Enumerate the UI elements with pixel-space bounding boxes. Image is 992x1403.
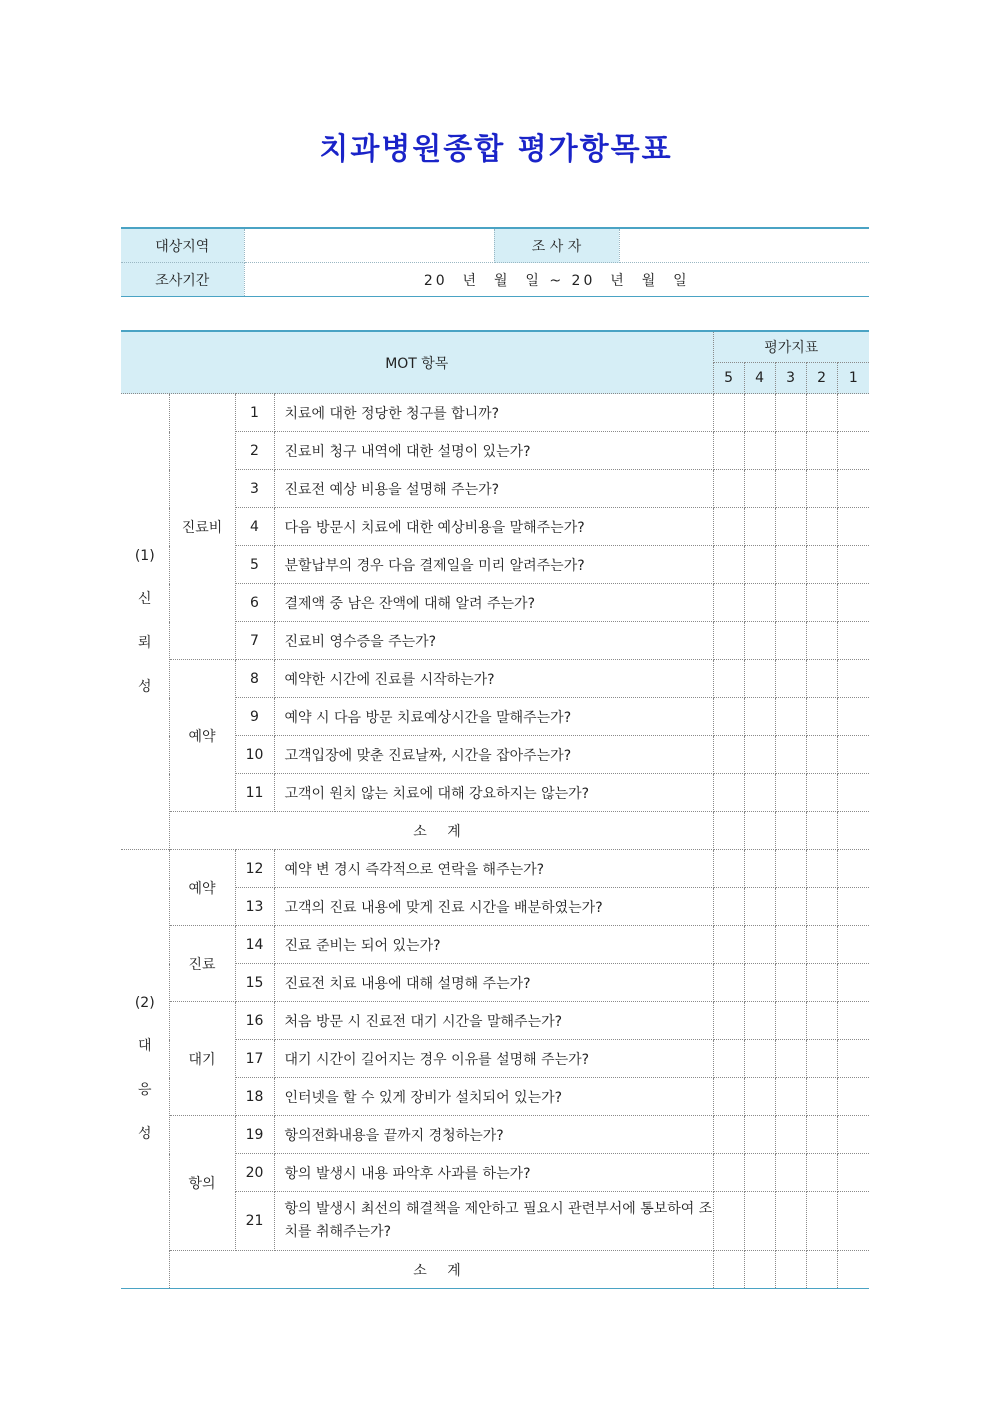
score-cell-5[interactable] (713, 1078, 744, 1116)
item-question: 항의전화내용을 끝까지 경청하는가? (274, 1116, 713, 1154)
score-cell-3[interactable] (775, 1002, 806, 1040)
score-cell-3[interactable] (775, 660, 806, 698)
score-cell-4[interactable] (744, 584, 775, 622)
item-number: 16 (235, 1002, 274, 1040)
score-cell-1[interactable] (837, 888, 869, 926)
item-number: 14 (235, 926, 274, 964)
table-row (121, 394, 869, 432)
score-cell-1[interactable] (837, 546, 869, 584)
item-number: 4 (235, 508, 274, 546)
score-cell-5[interactable] (713, 432, 744, 470)
score-cell-1[interactable] (837, 1040, 869, 1078)
subtotal-score-cell[interactable] (775, 1251, 806, 1289)
item-question: 고객이 원치 않는 치료에 대해 강요하지는 않는가? (274, 774, 713, 812)
scale-3: 3 (775, 363, 806, 394)
score-cell-2[interactable] (806, 1040, 837, 1078)
subtotal-score-cell[interactable] (837, 1251, 869, 1289)
item-question: 진료비 청구 내역에 대한 설명이 있는가? (274, 432, 713, 470)
score-cell-1[interactable] (837, 1154, 869, 1192)
item-number: 13 (235, 888, 274, 926)
subtotal-row (121, 1251, 869, 1289)
score-cell-2[interactable] (806, 470, 837, 508)
group-label: 대기 (169, 1002, 235, 1116)
subtotal-score-cell[interactable] (775, 812, 806, 850)
subtotal-score-cell[interactable] (744, 1251, 775, 1289)
info-table (121, 227, 869, 297)
page-title: 치과병원종합 평가항목표 (319, 132, 673, 167)
score-cell-5[interactable] (713, 926, 744, 964)
item-question: 진료비 영수증을 주는가? (274, 622, 713, 660)
item-question: 진료전 치료 내용에 대해 설명해 주는가? (274, 964, 713, 1002)
item-number: 19 (235, 1116, 274, 1154)
region-label: 대상지역 (121, 228, 244, 263)
item-question: 예약 변 경시 즉각적으로 연락을 해주는가? (274, 850, 713, 888)
score-cell-3[interactable] (775, 622, 806, 660)
score-cell-2[interactable] (806, 394, 837, 432)
item-number: 12 (235, 850, 274, 888)
item-question: 항의 발생시 내용 파악후 사과를 하는가? (274, 1154, 713, 1192)
score-cell-4[interactable] (744, 394, 775, 432)
item-number: 11 (235, 774, 274, 812)
score-cell-2[interactable] (806, 698, 837, 736)
scale-5: 5 (713, 363, 744, 394)
item-question: 치료에 대한 정당한 청구를 합니까? (274, 394, 713, 432)
score-cell-3[interactable] (775, 584, 806, 622)
score-cell-1[interactable] (837, 584, 869, 622)
score-cell-4[interactable] (744, 1154, 775, 1192)
item-question: 항의 발생시 최선의 해결책을 제안하고 필요시 관련부서에 통보하여 조치를 취해주는가? (274, 1192, 713, 1251)
scale-4: 4 (744, 363, 775, 394)
period-field[interactable]: 20 년 월 일 ~ 20 년 월 일 (423, 272, 690, 289)
mot-header: MOT 항목 (121, 331, 713, 394)
item-number: 1 (235, 394, 274, 432)
score-cell-2[interactable] (806, 584, 837, 622)
score-cell-1[interactable] (837, 432, 869, 470)
group-label: 진료비 (169, 394, 235, 660)
item-question: 진료 준비는 되어 있는가? (274, 926, 713, 964)
score-cell-5[interactable] (713, 774, 744, 812)
table-row (121, 850, 869, 888)
section-char: 신 (137, 590, 152, 607)
score-cell-5[interactable] (713, 1192, 744, 1251)
score-cell-5[interactable] (713, 1116, 744, 1154)
score-cell-1[interactable] (837, 850, 869, 888)
subtotal-score-cell[interactable] (806, 812, 837, 850)
score-cell-2[interactable] (806, 546, 837, 584)
item-question: 분할납부의 경우 다음 결제일을 미리 알려주는가? (274, 546, 713, 584)
item-number: 6 (235, 584, 274, 622)
score-cell-3[interactable] (775, 1078, 806, 1116)
score-cell-2[interactable] (806, 964, 837, 1002)
item-number: 2 (235, 432, 274, 470)
section-char: 성 (137, 1126, 152, 1142)
section-number: (1) (134, 547, 155, 564)
item-number: 20 (235, 1154, 274, 1192)
score-cell-4[interactable] (744, 774, 775, 812)
score-cell-2[interactable] (806, 1078, 837, 1116)
score-cell-1[interactable] (837, 1116, 869, 1154)
item-number: 17 (235, 1040, 274, 1078)
item-question: 예약 시 다음 방문 치료예상시간을 말해주는가? (274, 698, 713, 736)
score-cell-2[interactable] (806, 736, 837, 774)
score-cell-3[interactable] (775, 774, 806, 812)
score-cell-1[interactable] (837, 698, 869, 736)
item-question: 처음 방문 시 진료전 대기 시간을 말해주는가? (274, 1002, 713, 1040)
table-row (121, 1116, 869, 1154)
score-cell-4[interactable] (744, 888, 775, 926)
score-cell-4[interactable] (744, 698, 775, 736)
subtotal-score-cell[interactable] (713, 812, 744, 850)
score-cell-5[interactable] (713, 546, 744, 584)
subtotal-label: 소 계 (169, 1251, 713, 1289)
score-cell-4[interactable] (744, 1040, 775, 1078)
score-cell-4[interactable] (744, 660, 775, 698)
group-label: 예약 (169, 850, 235, 926)
section-label (121, 394, 169, 850)
score-cell-4[interactable] (744, 1002, 775, 1040)
score-cell-5[interactable] (713, 508, 744, 546)
score-cell-2[interactable] (806, 622, 837, 660)
item-question: 인터넷을 할 수 있게 장비가 설치되어 있는가? (274, 1078, 713, 1116)
score-cell-1[interactable] (837, 774, 869, 812)
score-cell-4[interactable] (744, 926, 775, 964)
score-cell-5[interactable] (713, 660, 744, 698)
table-row (121, 926, 869, 964)
score-cell-3[interactable] (775, 888, 806, 926)
subtotal-score-cell[interactable] (744, 812, 775, 850)
score-cell-5[interactable] (713, 622, 744, 660)
score-cell-3[interactable] (775, 470, 806, 508)
score-cell-3[interactable] (775, 394, 806, 432)
score-cell-4[interactable] (744, 850, 775, 888)
score-cell-1[interactable] (837, 1002, 869, 1040)
score-cell-4[interactable] (744, 1192, 775, 1251)
score-cell-2[interactable] (806, 1154, 837, 1192)
score-cell-4[interactable] (744, 622, 775, 660)
scale-2: 2 (806, 363, 837, 394)
subtotal-label: 소 계 (169, 812, 713, 850)
score-cell-2[interactable] (806, 926, 837, 964)
item-question: 고객입장에 맞춘 진료날짜, 시간을 잡아주는가? (274, 736, 713, 774)
score-cell-5[interactable] (713, 394, 744, 432)
score-cell-3[interactable] (775, 736, 806, 774)
item-question: 다음 방문시 치료에 대한 예상비용을 말해주는가? (274, 508, 713, 546)
score-cell-3[interactable] (775, 1040, 806, 1078)
subtotal-row (121, 812, 869, 850)
item-question: 대기 시간이 길어지는 경우 이유를 설명해 주는가? (274, 1040, 713, 1078)
score-cell-1[interactable] (837, 1192, 869, 1251)
section-char: 응 (137, 1082, 152, 1098)
section-number: (2) (134, 995, 155, 1011)
score-cell-3[interactable] (775, 926, 806, 964)
score-cell-2[interactable] (806, 660, 837, 698)
score-cell-2[interactable] (806, 774, 837, 812)
score-cell-5[interactable] (713, 736, 744, 774)
item-number: 5 (235, 546, 274, 584)
score-cell-4[interactable] (744, 1078, 775, 1116)
score-cell-1[interactable] (837, 470, 869, 508)
group-label: 항의 (169, 1116, 235, 1251)
score-cell-4[interactable] (744, 508, 775, 546)
item-question: 고객의 진료 내용에 맞게 진료 시간을 배분하였는가? (274, 888, 713, 926)
investigator-field[interactable] (619, 228, 869, 263)
item-number: 7 (235, 622, 274, 660)
investigator-label: 조 사 자 (494, 228, 619, 263)
table-row (121, 660, 869, 698)
score-cell-2[interactable] (806, 850, 837, 888)
score-cell-3[interactable] (775, 1192, 806, 1251)
subtotal-score-cell[interactable] (837, 812, 869, 850)
score-cell-3[interactable] (775, 508, 806, 546)
score-cell-5[interactable] (713, 964, 744, 1002)
score-cell-5[interactable] (713, 1002, 744, 1040)
item-number: 8 (235, 660, 274, 698)
score-cell-3[interactable] (775, 964, 806, 1002)
score-cell-2[interactable] (806, 1002, 837, 1040)
section-char: 뢰 (137, 634, 152, 651)
table-row (121, 1002, 869, 1040)
item-number: 3 (235, 470, 274, 508)
score-cell-1[interactable] (837, 964, 869, 1002)
section-char: 대 (137, 1038, 152, 1054)
score-cell-3[interactable] (775, 546, 806, 584)
score-cell-5[interactable] (713, 888, 744, 926)
score-cell-1[interactable] (837, 622, 869, 660)
item-question: 예약한 시간에 진료를 시작하는가? (274, 660, 713, 698)
score-cell-4[interactable] (744, 736, 775, 774)
score-cell-4[interactable] (744, 964, 775, 1002)
item-number: 21 (235, 1192, 274, 1251)
score-cell-3[interactable] (775, 1154, 806, 1192)
score-cell-1[interactable] (837, 508, 869, 546)
score-cell-3[interactable] (775, 850, 806, 888)
score-cell-5[interactable] (713, 1154, 744, 1192)
score-cell-3[interactable] (775, 432, 806, 470)
score-cell-5[interactable] (713, 850, 744, 888)
evaluation-table (121, 330, 869, 1289)
item-question: 진료전 예상 비용을 설명해 주는가? (274, 470, 713, 508)
score-cell-4[interactable] (744, 546, 775, 584)
score-cell-3[interactable] (775, 698, 806, 736)
section-label (121, 850, 169, 1289)
score-cell-4[interactable] (744, 470, 775, 508)
period-label: 조사기간 (121, 263, 244, 297)
scale-1: 1 (837, 363, 869, 394)
item-number: 9 (235, 698, 274, 736)
subtotal-score-cell[interactable] (806, 1251, 837, 1289)
score-cell-1[interactable] (837, 660, 869, 698)
item-number: 15 (235, 964, 274, 1002)
score-cell-4[interactable] (744, 1116, 775, 1154)
group-label: 예약 (169, 660, 235, 812)
score-cell-1[interactable] (837, 394, 869, 432)
subtotal-score-cell[interactable] (713, 1251, 744, 1289)
score-cell-2[interactable] (806, 508, 837, 546)
score-cell-2[interactable] (806, 1116, 837, 1154)
score-cell-1[interactable] (837, 926, 869, 964)
score-cell-1[interactable] (837, 736, 869, 774)
group-label: 진료 (169, 926, 235, 1002)
item-number: 18 (235, 1078, 274, 1116)
region-field[interactable] (244, 228, 494, 263)
score-cell-2[interactable] (806, 888, 837, 926)
score-cell-4[interactable] (744, 432, 775, 470)
score-cell-5[interactable] (713, 1040, 744, 1078)
score-cell-5[interactable] (713, 584, 744, 622)
score-cell-3[interactable] (775, 1116, 806, 1154)
score-cell-5[interactable] (713, 470, 744, 508)
score-cell-1[interactable] (837, 1078, 869, 1116)
score-cell-5[interactable] (713, 698, 744, 736)
item-number: 10 (235, 736, 274, 774)
item-question: 결제액 중 남은 잔액에 대해 알려 주는가? (274, 584, 713, 622)
score-cell-2[interactable] (806, 432, 837, 470)
scale-header: 평가지표 (713, 331, 869, 363)
score-cell-2[interactable] (806, 1192, 837, 1251)
section-char: 성 (137, 678, 152, 695)
